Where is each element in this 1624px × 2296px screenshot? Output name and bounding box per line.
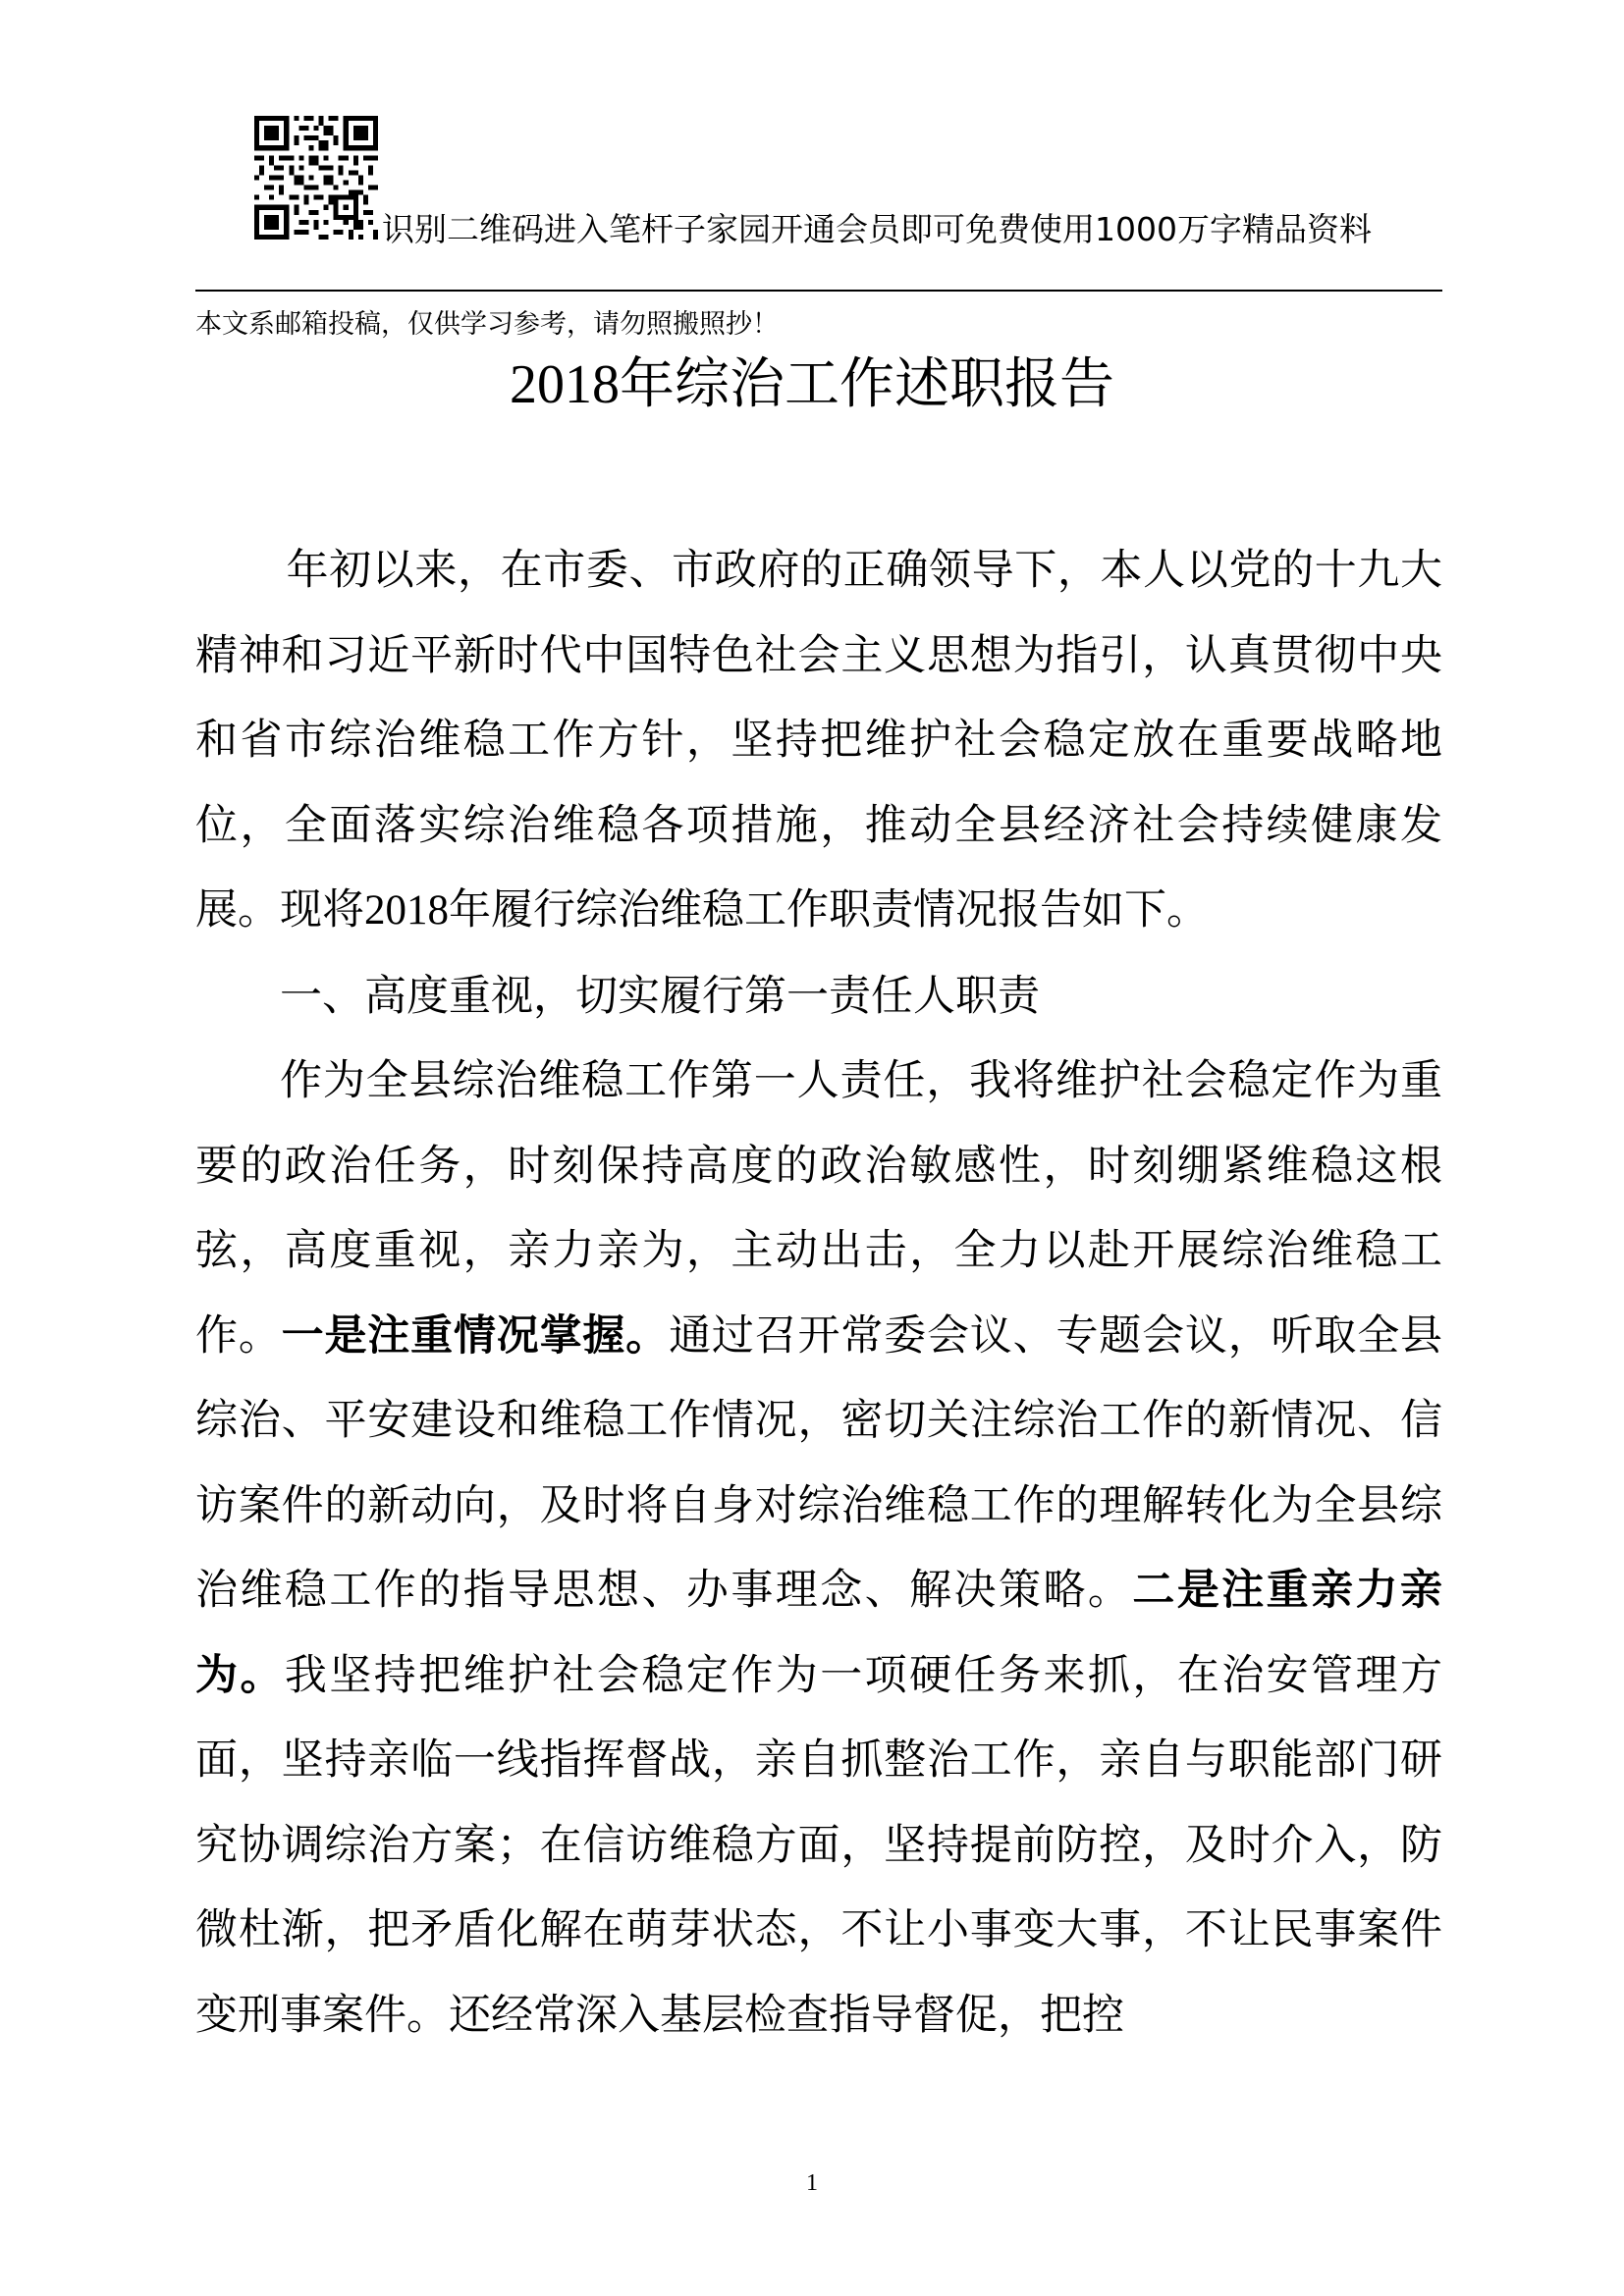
paragraph-bold-point-1: 一是注重情况掌握。 (281, 1310, 670, 1361)
paragraph-section-1 (195, 1039, 1442, 2057)
paragraph-bold-point-2: 二是注重亲力亲为。 (195, 1566, 1443, 1700)
header-divider (195, 290, 1442, 292)
document-body (195, 528, 1442, 2057)
paragraph-text: 我坚持把维护社会稳定作为一项硬任务来抓，在治安管理方面，坚持亲临一线指挥督战，亲自抓整治工作，亲自与职能部门研究协调综治方案；在信访维稳方面，坚持提前防控，及时介入，防微杜渐，把矛盾化解在萌芽状态，不让小事变大事，不让民事案件变刑事案件。还经常深入基层检查指导督促，把控 (195, 1650, 1443, 2040)
header-promo-text: 识别二维码进入笔杆子家园开通会员即可免费使用1000万字精品资料 (382, 210, 1372, 248)
paragraph-text: 作为全县综治维稳工作第一人责任，我将维护社会稳定作为重要的政治任务，时刻保持高度的政治敏感性，时刻绷紧维稳这根弦，高度重视，亲力亲为，主动出击，全力以赴开展综治维稳工作。 (195, 1056, 1442, 1361)
paragraph-intro-text: 年初以来，在市委、市政府的正确领导下，本人以党的十九大精神和习近平新时代中国特色社会主义思想为指引，认真贯彻中央和省市综治维稳工作方针，坚持把维护社会稳定放在重要战略地位，全面落实综治维稳各项措施，推动全县经济社会持续健康发展。现将 (195, 546, 1442, 934)
paragraph-intro-year: 2018 (364, 887, 449, 934)
paragraph-intro (195, 528, 1442, 954)
paragraph-intro-text-end: 年履行综治维稳工作职责情况报告如下。 (449, 885, 1209, 934)
qr-code-icon (254, 116, 378, 240)
section-heading-1: 一、高度重视，切实履行第一责任人职责 (280, 971, 1040, 1021)
submission-notice: 本文系邮箱投稿，仅供学习参考，请勿照搬照抄！ (195, 309, 779, 340)
document-title (0, 346, 1624, 424)
title-year: 2018 (510, 354, 620, 415)
page-number: 1 (806, 2170, 818, 2196)
document-header (195, 116, 1442, 293)
paragraph-text: 通过召开常委会议、专题会议，听取全县综治、平安建设和维稳工作情况，密切关注综治工作的新情况、信访案件的新动向，及时将自身对综治维稳工作的理解转化为全县综治维稳工作的指导思想、办事理念、解决策略。 (195, 1310, 1443, 1615)
title-text: 年综治工作述职报告 (620, 352, 1114, 416)
